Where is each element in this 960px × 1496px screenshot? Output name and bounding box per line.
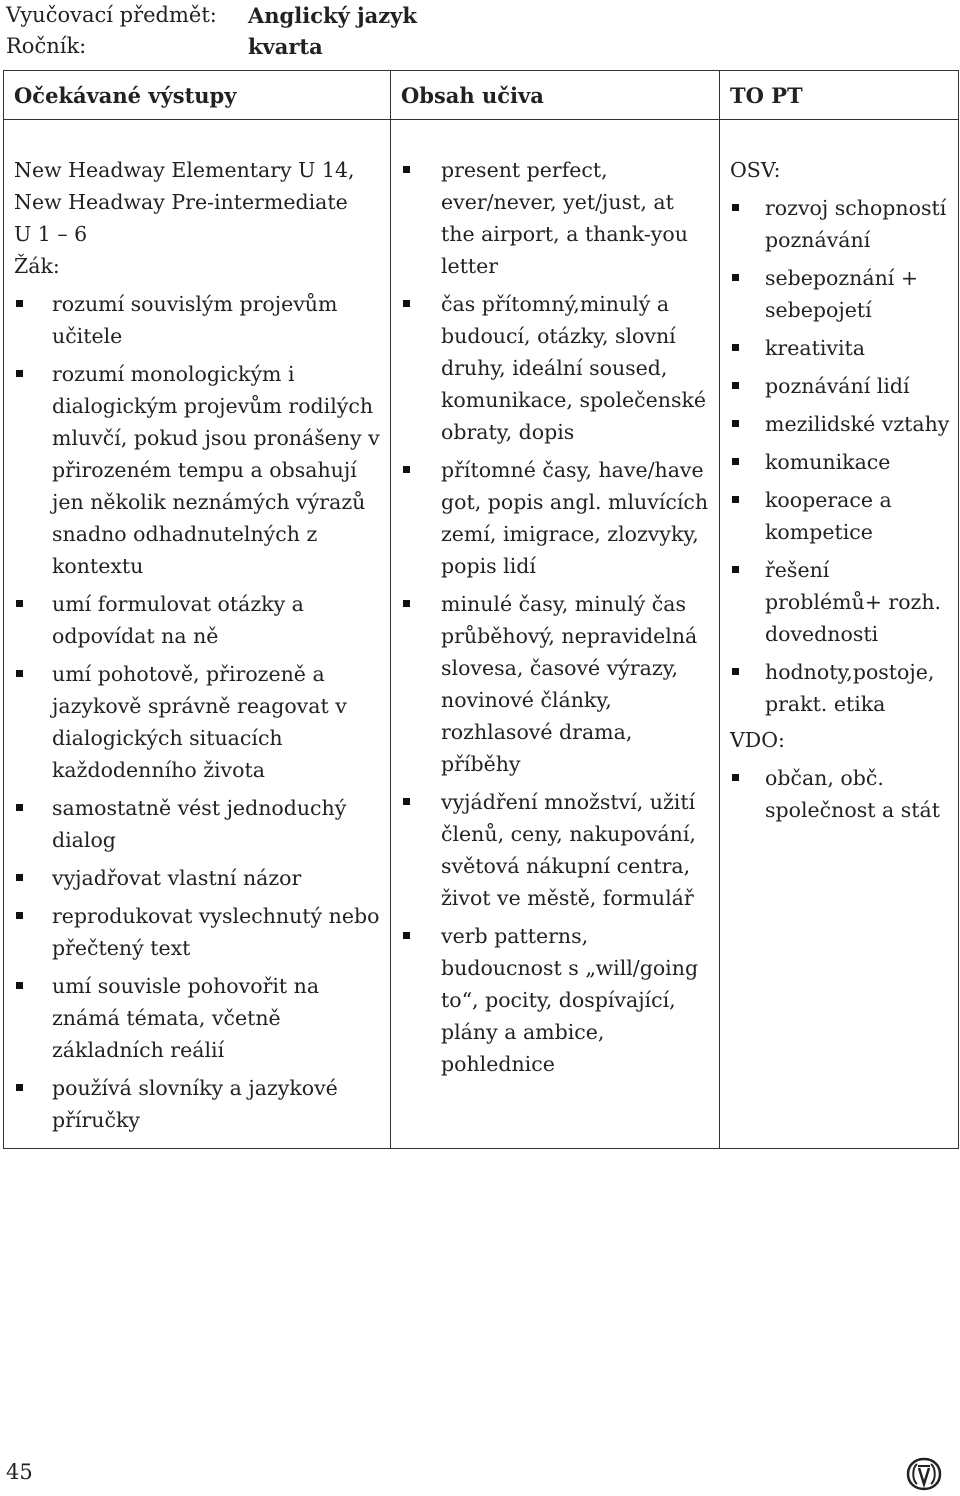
list-item: umí pohotově, přirozeně a jazykově správně reagovat v dialogických situacích každodenního života — [14, 658, 382, 786]
table-body-row — [4, 120, 959, 1149]
list-item: rozumí souvislým projevům učitele — [14, 288, 382, 352]
list-item: rozumí monologickým i dialogickým projevům rodilých mluvčí, pokud jsou pronášeny v přirozeném tempu a obsahují jen několik neznámých výrazů snadno odhadnutelných z kontextu — [14, 358, 382, 582]
list-item: minulé časy, minulý čas průběhový, nepravidelná slovesa, časové výrazy, novinové články, rozhlasové drama, příběhy — [401, 588, 711, 780]
curriculum-table — [3, 70, 959, 1149]
list-item: řešení problémů+ rozh. dovednosti — [730, 554, 950, 650]
expected-outcomes-cell — [4, 120, 391, 1149]
subject-label: Vyučovací předmět: — [6, 3, 217, 27]
list-item: samostatně vést jednoduchý dialog — [14, 792, 382, 856]
outcomes-list — [14, 288, 382, 1136]
list-item: umí formulovat otázky a odpovídat na ně — [14, 588, 382, 652]
vdo-label: VDO: — [730, 728, 785, 752]
header-expected-outcomes: Očekávané výstupy — [4, 71, 391, 120]
textbook-line: U 1 – 6 — [14, 222, 88, 246]
list-item: vyjádření množství, užití členů, ceny, nakupování, světová nákupní centra, život ve městě, formulář — [401, 786, 711, 914]
list-item: kreativita — [730, 332, 950, 364]
list-item: komunikace — [730, 446, 950, 478]
textbook-reference — [14, 154, 382, 250]
list-item: umí souvisle pohovořit na známá témata, včetně základních reálií — [14, 970, 382, 1066]
header-content: Obsah učiva — [391, 71, 720, 120]
school-logo-icon — [904, 1456, 944, 1492]
content-cell — [391, 120, 720, 1149]
textbook-line: New Headway Pre-intermediate — [14, 190, 348, 214]
list-item: občan, obč. společnost a stát — [730, 762, 950, 826]
textbook-line: New Headway Elementary U 14, — [14, 158, 355, 182]
osv-label: OSV: — [730, 158, 781, 182]
student-label: Žák: — [14, 254, 60, 278]
list-item: poznávání lidí — [730, 370, 950, 402]
header-cross-topics: TO PT — [720, 71, 959, 120]
list-item: present perfect, ever/never, yet/just, at the airport, a thank-you letter — [401, 154, 711, 282]
list-item: používá slovníky a jazykové příručky — [14, 1072, 382, 1136]
grade-value: kvarta — [248, 34, 323, 59]
osv-list — [730, 192, 950, 720]
cross-topics-cell — [720, 120, 959, 1149]
list-item: sebepoznání + sebepojetí — [730, 262, 950, 326]
list-item: reprodukovat vyslechnutý nebo přečtený text — [14, 900, 382, 964]
list-item: přítomné časy, have/have got, popis angl. mluvících zemí, imigrace, zlozvyky, popis lidí — [401, 454, 711, 582]
content-list — [401, 154, 711, 1080]
page-number: 45 — [6, 1460, 33, 1484]
subject-value: Anglický jazyk — [248, 3, 417, 28]
list-item: hodnoty,postoje, prakt. etika — [730, 656, 950, 720]
list-item: mezilidské vztahy — [730, 408, 950, 440]
grade-label: Ročník: — [6, 34, 87, 58]
list-item: čas přítomný,minulý a budoucí, otázky, slovní druhy, ideální soused, komunikace, společenské obraty, dopis — [401, 288, 711, 448]
list-item: rozvoj schopností poznávání — [730, 192, 950, 256]
list-item: verb patterns, budoucnost s „will/going to“, pocity, dospívající, plány a ambice, pohlednice — [401, 920, 711, 1080]
list-item: vyjadřovat vlastní názor — [14, 862, 382, 894]
list-item: kooperace a kompetice — [730, 484, 950, 548]
vdo-list — [730, 762, 950, 826]
table-header-row — [4, 71, 959, 120]
